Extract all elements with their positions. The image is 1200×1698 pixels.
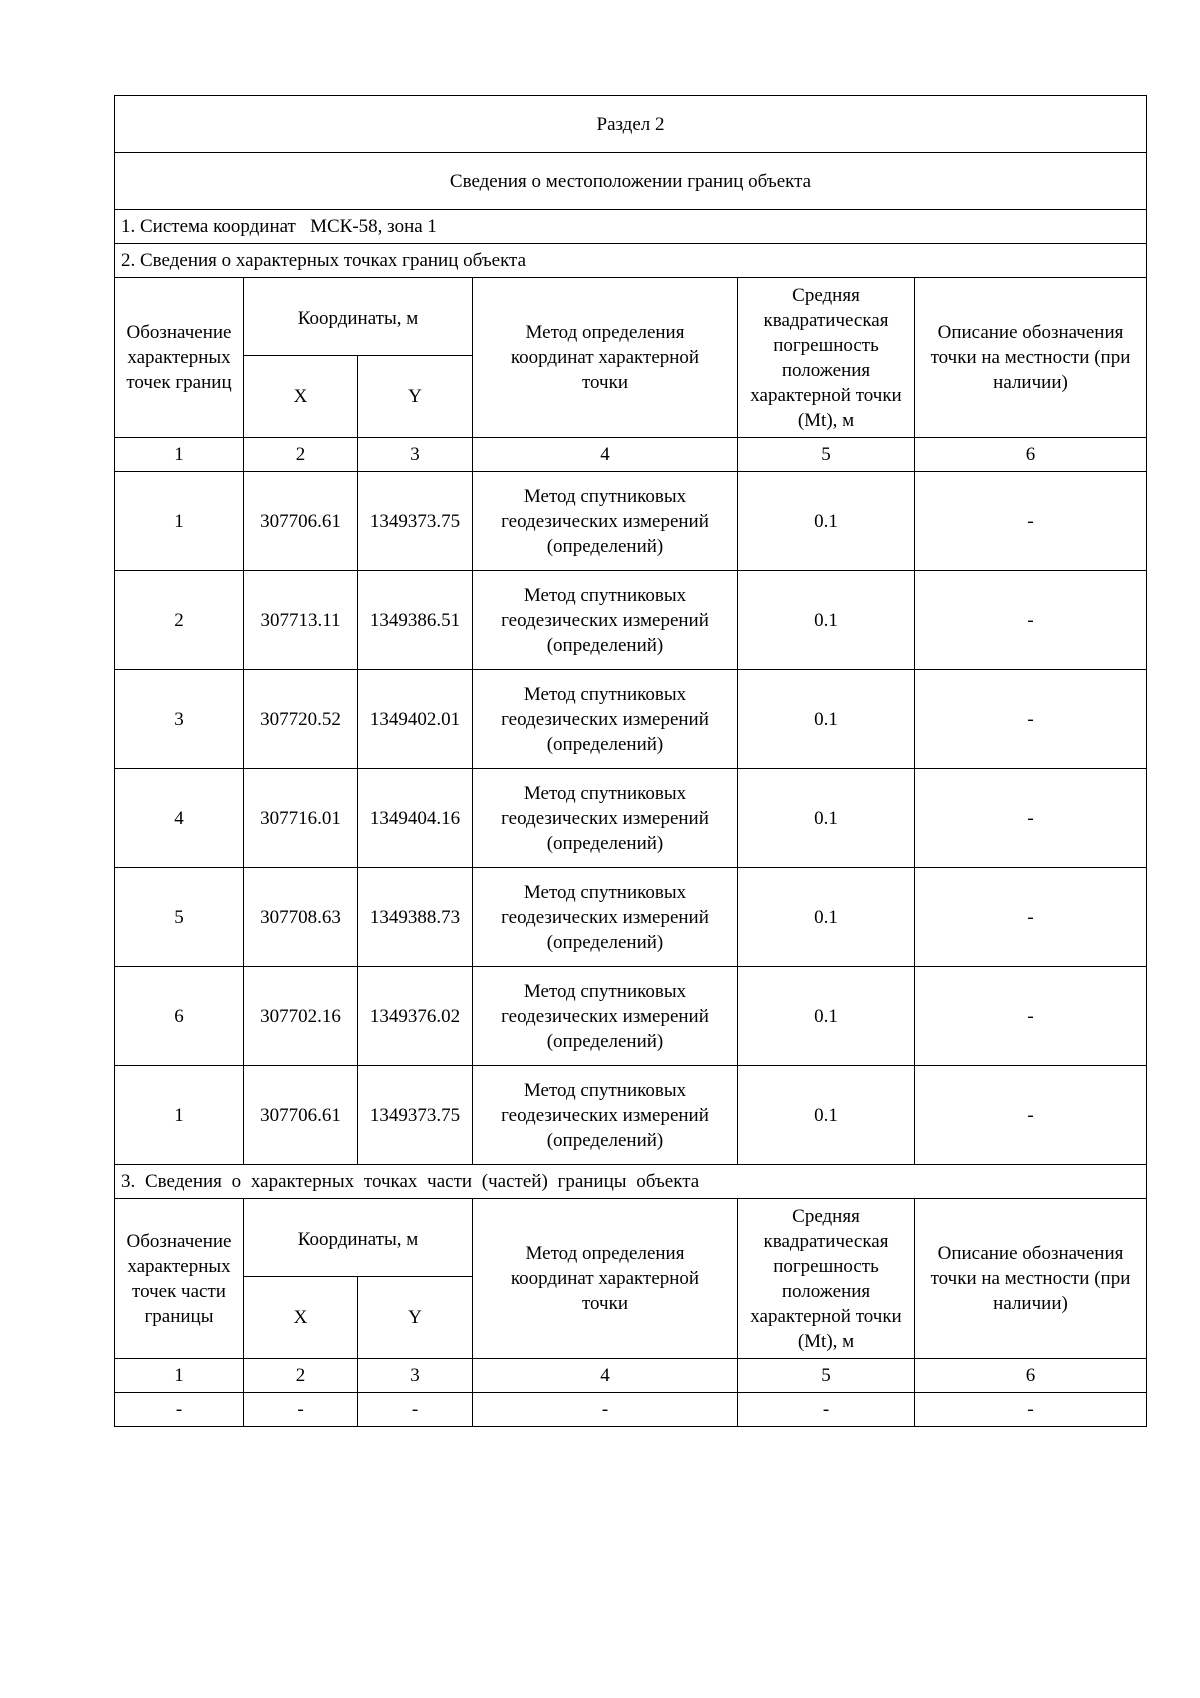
point-description: - (915, 571, 1147, 670)
table-row (115, 472, 1147, 571)
point-method: Метод спутниковых геодезических измерений (определений) (473, 868, 738, 967)
table-row (115, 868, 1147, 967)
part2-header-y: Y (358, 356, 473, 438)
table-row (115, 670, 1147, 769)
point-x: 307720.52 (244, 670, 358, 769)
point-description: - (915, 967, 1147, 1066)
point-description: - (915, 868, 1147, 967)
point-description: - (915, 1066, 1147, 1165)
part3-title: 3. Сведения о характерных точках части (частей) границы объекта (115, 1165, 1147, 1199)
column-number: 6 (915, 438, 1147, 472)
point-x: 307716.01 (244, 769, 358, 868)
point-error: 0.1 (738, 472, 915, 571)
part2-header-error: Средняя квадратическая погрешность положения характерной точки (Mt), м (738, 278, 915, 438)
column-number: 3 (358, 438, 473, 472)
column-number: 4 (473, 1359, 738, 1393)
point-y: 1349404.16 (358, 769, 473, 868)
part2-header-description: Описание обозначения точки на местности (при наличии) (915, 278, 1147, 438)
column-number: 4 (473, 438, 738, 472)
point-y: 1349376.02 (358, 967, 473, 1066)
part-point-error: - (738, 1393, 915, 1427)
part3-header-designation: Обозначение характерных точек части границы (115, 1199, 244, 1359)
point-description: - (915, 769, 1147, 868)
part-point-method: - (473, 1393, 738, 1427)
point-y: 1349402.01 (358, 670, 473, 769)
table-row (115, 769, 1147, 868)
coordinate-system-value: МСК-58, зона 1 (310, 216, 437, 237)
point-y: 1349388.73 (358, 868, 473, 967)
point-method: Метод спутниковых геодезических измерений (определений) (473, 1066, 738, 1165)
section-subtitle: Сведения о местоположении границ объекта (115, 153, 1147, 210)
column-number: 5 (738, 438, 915, 472)
point-method: Метод спутниковых геодезических измерений (определений) (473, 472, 738, 571)
part2-header-method: Метод определения координат характерной точки (473, 278, 738, 438)
part3-header-x: X (244, 1277, 358, 1359)
part3-header-coords: Координаты, м (244, 1199, 473, 1277)
part3-header-y: Y (358, 1277, 473, 1359)
point-x: 307702.16 (244, 967, 358, 1066)
point-y: 1349373.75 (358, 1066, 473, 1165)
point-description: - (915, 472, 1147, 571)
point-error: 0.1 (738, 670, 915, 769)
column-number: 5 (738, 1359, 915, 1393)
point-x: 307706.61 (244, 472, 358, 571)
point-error: 0.1 (738, 769, 915, 868)
part2-header-coords: Координаты, м (244, 278, 473, 356)
point-error: 0.1 (738, 1066, 915, 1165)
part3-header-method: Метод определения координат характерной точки (473, 1199, 738, 1359)
column-number: 3 (358, 1359, 473, 1393)
part-point-y: - (358, 1393, 473, 1427)
table-row (115, 571, 1147, 670)
point-x: 307713.11 (244, 571, 358, 670)
column-number: 6 (915, 1359, 1147, 1393)
point-y: 1349386.51 (358, 571, 473, 670)
point-x: 307708.63 (244, 868, 358, 967)
part3-header-description: Описание обозначения точки на местности (при наличии) (915, 1199, 1147, 1359)
column-number: 2 (244, 438, 358, 472)
coordinate-system-label: 1. Система координат (121, 216, 296, 237)
section-title: Раздел 2 (115, 96, 1147, 153)
part-point-x: - (244, 1393, 358, 1427)
point-method: Метод спутниковых геодезических измерений (определений) (473, 769, 738, 868)
point-id: 5 (115, 868, 244, 967)
point-error: 0.1 (738, 868, 915, 967)
part-point-description: - (915, 1393, 1147, 1427)
table-row (115, 1066, 1147, 1165)
part2-header-designation: Обозначение характерных точек границ (115, 278, 244, 438)
point-description: - (915, 670, 1147, 769)
column-number: 1 (115, 438, 244, 472)
point-error: 0.1 (738, 967, 915, 1066)
point-method: Метод спутниковых геодезических измерений (определений) (473, 967, 738, 1066)
point-x: 307706.61 (244, 1066, 358, 1165)
part2-header-x: X (244, 356, 358, 438)
point-id: 2 (115, 571, 244, 670)
point-id: 1 (115, 1066, 244, 1165)
table-row (115, 967, 1147, 1066)
part3-header-error: Средняя квадратическая погрешность положения характерной точки (Mt), м (738, 1199, 915, 1359)
part2-title: 2. Сведения о характерных точках границ объекта (115, 244, 1147, 278)
boundary-table (114, 95, 1147, 1427)
point-id: 4 (115, 769, 244, 868)
table-row (115, 1393, 1147, 1427)
point-id: 1 (115, 472, 244, 571)
part-point-id: - (115, 1393, 244, 1427)
column-number: 2 (244, 1359, 358, 1393)
part3-column-numbers (115, 1359, 1147, 1393)
point-id: 6 (115, 967, 244, 1066)
column-number: 1 (115, 1359, 244, 1393)
point-method: Метод спутниковых геодезических измерений (определений) (473, 571, 738, 670)
coordinate-system-row (115, 210, 1147, 244)
point-y: 1349373.75 (358, 472, 473, 571)
point-method: Метод спутниковых геодезических измерений (определений) (473, 670, 738, 769)
point-id: 3 (115, 670, 244, 769)
point-error: 0.1 (738, 571, 915, 670)
part2-column-numbers (115, 438, 1147, 472)
